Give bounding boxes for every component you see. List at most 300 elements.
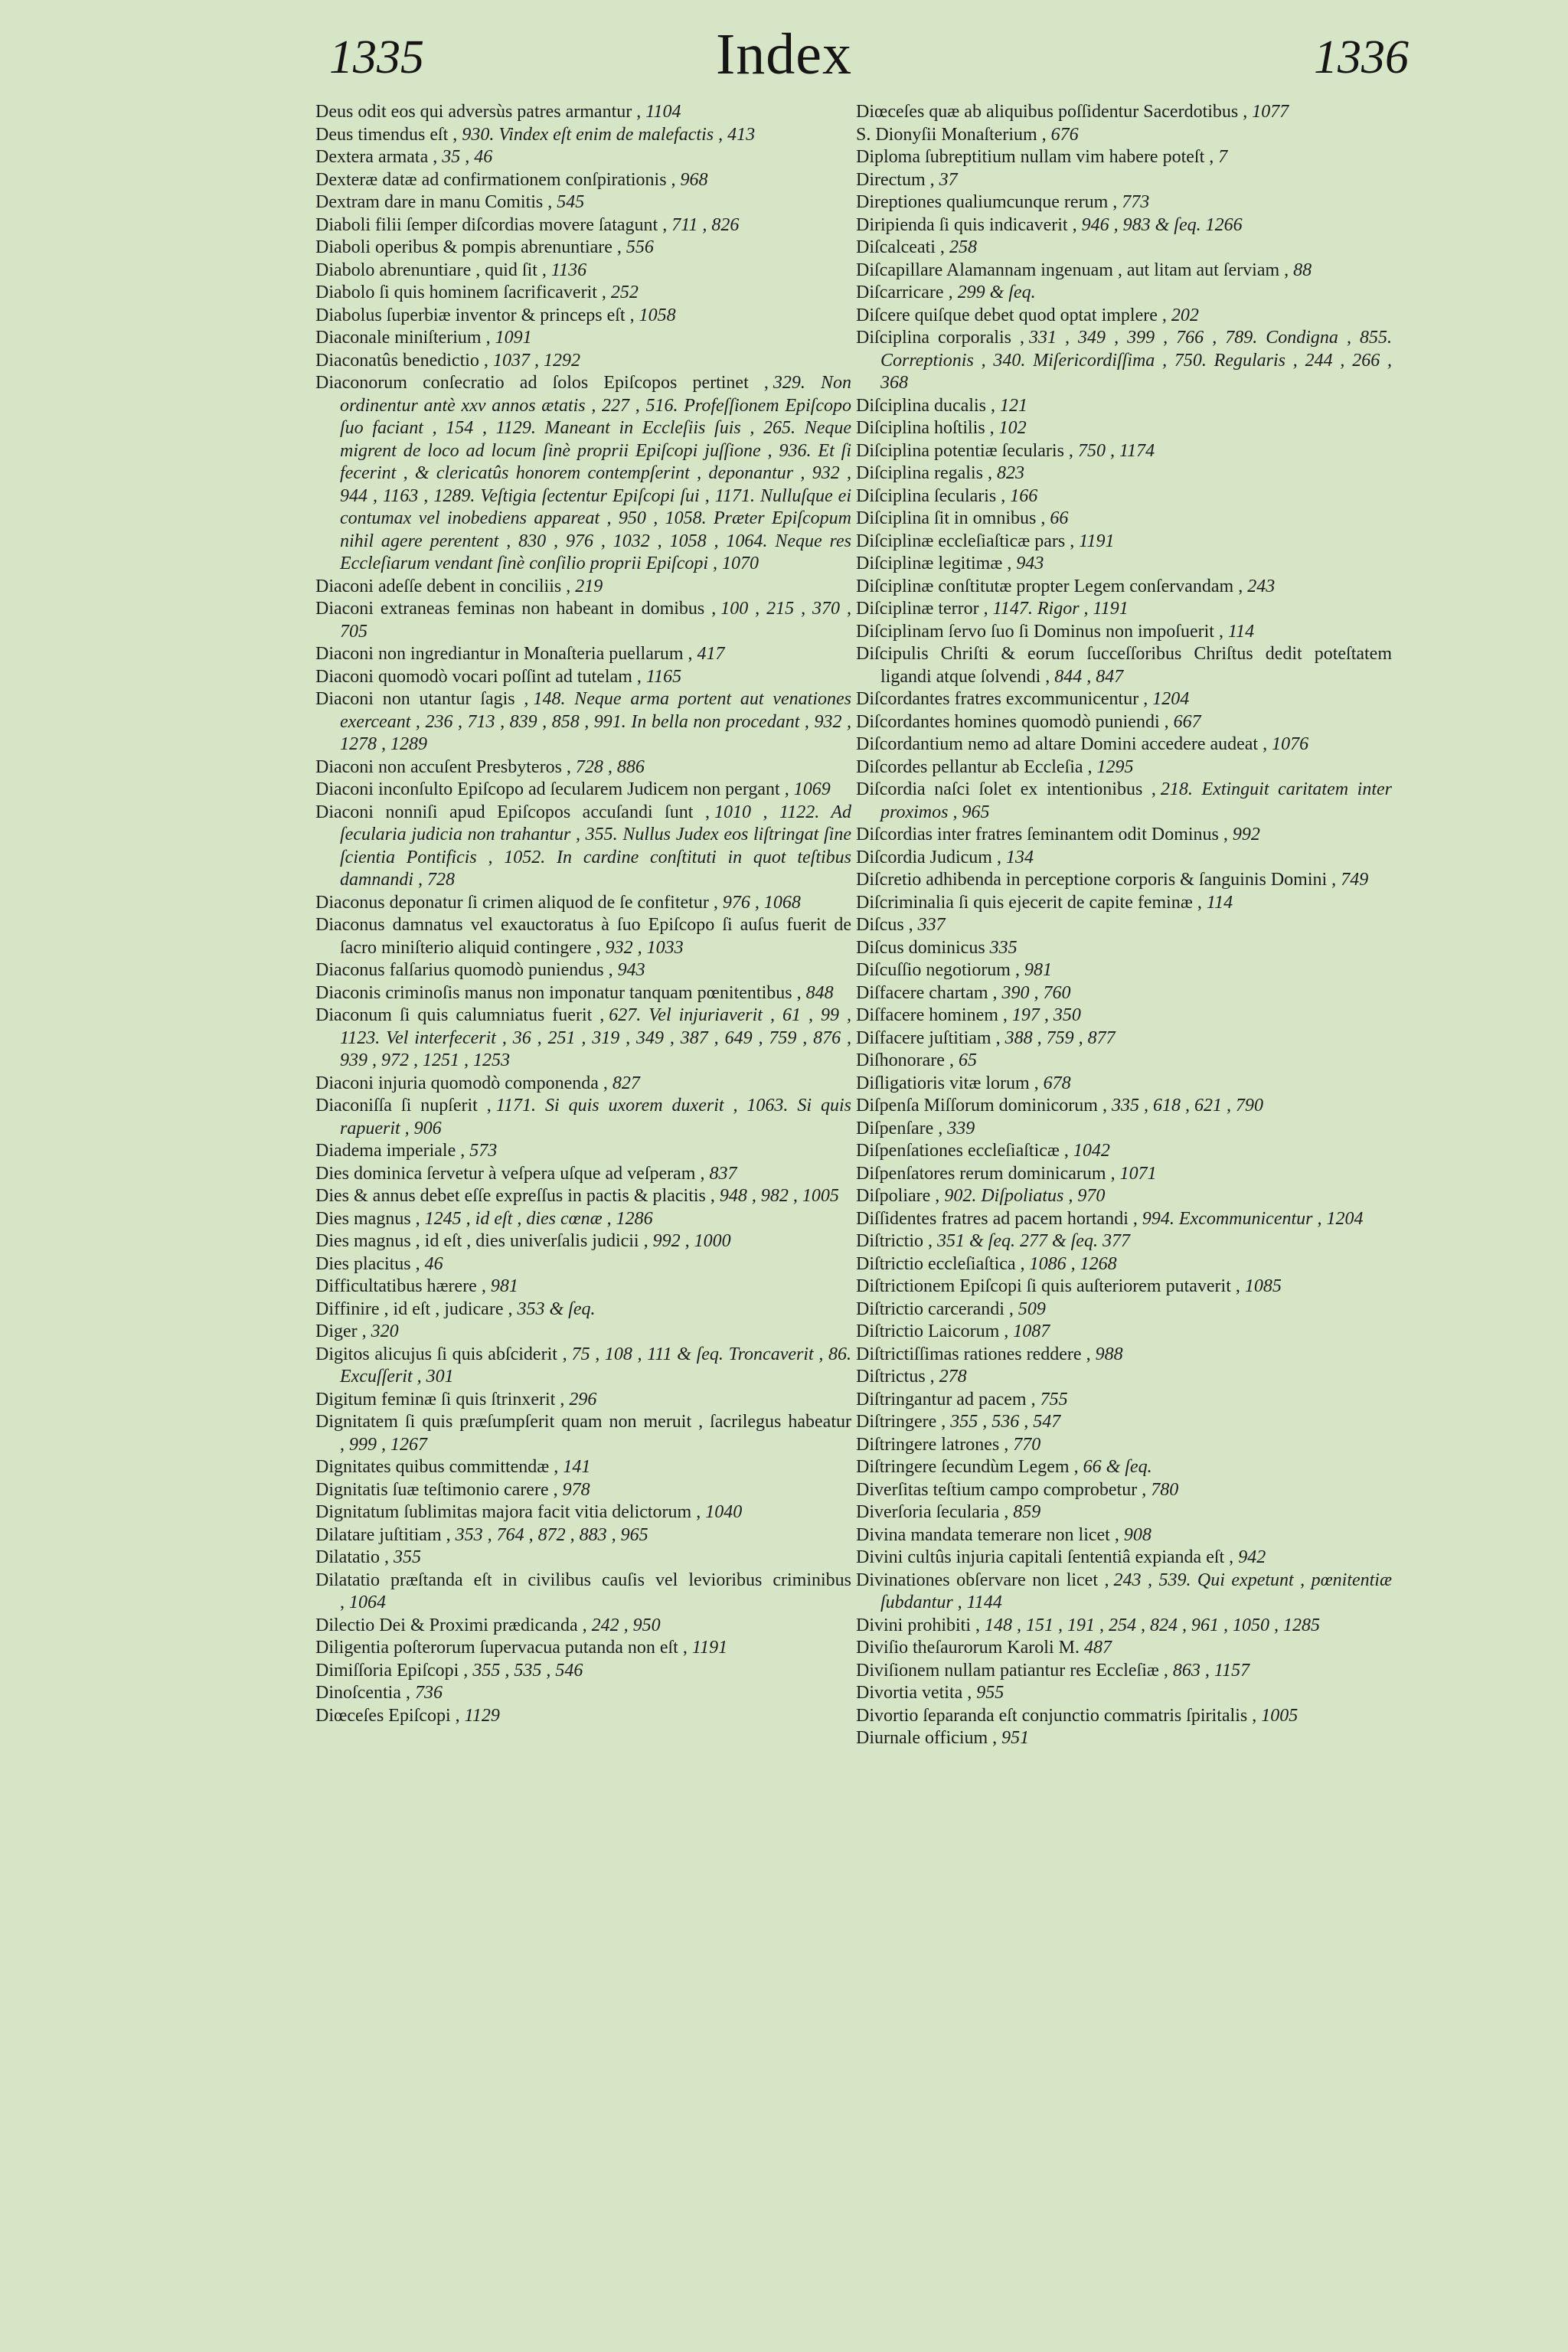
index-refs: 1069 — [793, 779, 831, 799]
index-term: Diabolo abrenuntiare , quid ſit , — [315, 260, 547, 280]
index-entry — [315, 327, 851, 350]
index-entry — [315, 1456, 851, 1479]
index-term: Diſcordantes fratres excommunicentur , — [856, 689, 1148, 709]
index-term: Divina mandata temerare non licet , — [856, 1524, 1119, 1545]
index-term: Dignitatem ſi quis præſumpſerit quam non meruit , ſacrilegus habeatur , — [315, 1412, 851, 1455]
index-refs: 994. Excommunicentur , 1204 — [1142, 1208, 1364, 1229]
index-term: Diaconi injuria quomodò componenda , — [315, 1073, 608, 1093]
index-refs: 1077 — [1252, 102, 1289, 122]
index-refs: 1071 — [1119, 1163, 1157, 1184]
index-entry — [856, 779, 1392, 824]
index-term: Diſciplina ſecularis , — [856, 485, 1006, 506]
index-entry — [315, 1095, 851, 1140]
index-refs: 943 — [1016, 554, 1044, 573]
index-refs: 678 — [1043, 1073, 1071, 1093]
index-term: Diſſidentes fratres ad pacem hortandi , — [856, 1208, 1138, 1229]
index-entry — [856, 1501, 1392, 1524]
index-term: Diſtrictiſſimas rationes reddere , — [856, 1344, 1091, 1364]
index-term: Diſtringere latrones , — [856, 1434, 1009, 1455]
index-refs: 1086 , 1268 — [1029, 1253, 1117, 1274]
index-refs: 1245 , id eſt , dies cœnæ , 1286 — [424, 1208, 653, 1229]
index-entry — [315, 372, 851, 576]
index-entry — [856, 508, 1392, 531]
index-entry — [856, 937, 1392, 960]
index-entry — [856, 553, 1392, 576]
index-term: Diverſitas teſtium campo comprobetur , — [856, 1479, 1147, 1500]
index-refs: 863 , 1157 — [1172, 1660, 1250, 1681]
index-term: Dextram dare in manu Comitis , — [315, 192, 553, 212]
index-refs: 902. Diſpoliatus , 970 — [944, 1186, 1106, 1206]
index-refs: 46 — [424, 1253, 443, 1274]
index-refs: 946 , 983 & ſeq. 1266 — [1081, 214, 1243, 235]
index-refs: 827 — [612, 1073, 640, 1093]
index-entry — [856, 485, 1392, 508]
index-term: Diſciplina potentiæ ſecularis , — [856, 440, 1073, 461]
index-refs: 1010 , 1122. Ad ſecularia judicia non trahantur , 355. Nullus Judex eos liſtringat ſine ſcientia Pontificis , 1052. In cardine conſtituti in quot teſtibus damnandi , 728 — [340, 802, 851, 890]
index-refs: 667 — [1173, 711, 1201, 732]
index-refs: 355 — [393, 1547, 421, 1567]
index-entry — [856, 914, 1392, 937]
index-entry — [856, 1004, 1392, 1027]
index-term: Diſciplinæ conſtitutæ propter Legem conſervandam , — [856, 576, 1243, 596]
index-entry — [315, 1298, 851, 1321]
index-term: Diſpenſa Miſſorum dominicorum , — [856, 1096, 1107, 1116]
index-term: Dies magnus , — [315, 1208, 420, 1229]
index-term: Diaconus falſarius quomodò puniendus , — [315, 960, 613, 980]
index-entry — [856, 1140, 1392, 1163]
index-entry — [315, 1253, 851, 1276]
index-entry — [856, 1298, 1392, 1321]
index-entry — [856, 869, 1392, 892]
index-entry — [856, 1682, 1392, 1705]
index-entry — [315, 305, 851, 328]
index-term: Diſciplina corporalis , — [856, 328, 1024, 348]
index-term: Divinationes obſervare non licet , — [856, 1570, 1109, 1590]
index-refs: 627. Vel injuriaverit , 61 , 99 , 1123. Vel interfecerit , 36 , 251 , 319 , 349 , 387 , 649 , 759 , 876 , 939 , 972 , 1251 , 1253 — [340, 1005, 851, 1070]
index-refs: 844 , 847 — [1054, 666, 1124, 687]
index-refs: 134 — [1005, 847, 1034, 867]
index-term: Diſligatioris vitæ lorum , — [856, 1073, 1039, 1093]
index-term: Diœceſes quæ ab aliquibus poſſidentur Sacerdotibus , — [856, 102, 1248, 122]
index-term: Dexteræ datæ ad confirmationem conſpirationis , — [315, 169, 676, 190]
index-entry — [856, 1118, 1392, 1141]
index-refs: 556 — [626, 237, 654, 257]
index-refs: 66 & ſeq. — [1083, 1457, 1152, 1477]
index-refs: 75 , 108 , 111 & ſeq. Troncaverit , 86. Excuſſerit , 301 — [340, 1344, 852, 1387]
index-entry — [315, 1501, 851, 1524]
index-term: Divortio ſeparanda eſt conjunctio commatris ſpiritalis , — [856, 1705, 1257, 1726]
index-entry — [315, 576, 851, 599]
index-refs: 88 — [1293, 260, 1312, 280]
index-refs: 417 — [697, 644, 725, 664]
index-term: Diſciplinæ eccleſiaſticæ pars , — [856, 531, 1075, 551]
index-refs: 166 — [1010, 485, 1038, 506]
index-refs: 978 — [562, 1479, 590, 1500]
index-term: Dignitatis ſuæ teſtimonio carere , — [315, 1479, 558, 1500]
index-term: Diſtrictio Laicorum , — [856, 1321, 1009, 1341]
index-refs: 197 , 350 — [1011, 1005, 1081, 1025]
index-entry — [856, 688, 1392, 711]
index-term: Diaconale miniſterium , — [315, 328, 491, 348]
index-refs: 1005 — [1261, 1705, 1298, 1726]
page-header — [0, 21, 1568, 98]
index-refs: 955 — [976, 1683, 1004, 1703]
index-term: Diſcordantes homines quomodò puniendi , — [856, 711, 1169, 732]
index-entry — [856, 847, 1392, 870]
index-refs: 1064 — [349, 1592, 386, 1612]
index-term: Diſtringere , — [856, 1412, 946, 1432]
index-refs: 780 — [1151, 1479, 1179, 1500]
index-entry — [856, 959, 1392, 982]
index-entry — [856, 733, 1392, 756]
index-entry — [315, 214, 851, 237]
index-entry — [315, 598, 851, 643]
index-refs: 278 — [939, 1367, 967, 1387]
index-entry — [856, 1524, 1392, 1547]
index-refs: 951 — [1001, 1728, 1030, 1748]
index-entry — [315, 666, 851, 689]
index-entry — [315, 1276, 851, 1298]
index-refs: 750 , 1174 — [1077, 440, 1155, 461]
index-refs: 114 — [1206, 892, 1233, 913]
index-term: Deus odit eos qui adversùs patres armantur , — [315, 102, 642, 122]
index-term: Diſpenſatores rerum dominicarum , — [856, 1163, 1116, 1184]
index-entry — [315, 1705, 851, 1728]
index-entry — [315, 1524, 851, 1547]
index-entry — [856, 214, 1392, 237]
index-term: Diverſoria ſecularia , — [856, 1502, 1009, 1522]
index-term: Divini cultûs injuria capitali ſententiâ expianda eſt , — [856, 1547, 1234, 1567]
index-entry — [315, 1344, 851, 1389]
index-term: Diaconatûs benedictio , — [315, 350, 488, 371]
index-refs: 1091 — [495, 328, 532, 348]
index-entry — [856, 260, 1392, 283]
index-entry — [315, 1004, 851, 1073]
index-refs: 296 — [569, 1389, 597, 1410]
index-term: Diaconi quomodò vocari poſſint ad tutelam , — [315, 666, 642, 687]
index-term: Diſcordes pellantur ab Eccleſia , — [856, 756, 1093, 777]
index-term: Diſciplina hoſtilis , — [856, 418, 995, 438]
index-term: Diffinire , id eſt , judicare , — [315, 1298, 513, 1319]
index-entry — [856, 101, 1392, 124]
index-entry — [856, 1615, 1392, 1638]
index-entry — [856, 1163, 1392, 1186]
index-refs: 948 , 982 , 1005 — [719, 1186, 839, 1206]
index-term: Dies magnus , id eſt , dies univerſalis judicii , — [315, 1231, 648, 1251]
index-refs: 1147. Rigor , 1191 — [992, 599, 1129, 619]
index-term: Diadema imperiale , — [315, 1141, 466, 1161]
index-term: Dignitates quibus committendæ , — [315, 1457, 559, 1477]
index-refs: 487 — [1083, 1638, 1112, 1658]
index-term: Divortia vetita , — [856, 1683, 972, 1703]
index-term: Diſcriminalia ſi quis ejecerit de capite feminæ , — [856, 892, 1202, 913]
index-entry — [856, 1230, 1392, 1253]
index-entry — [856, 598, 1392, 621]
index-entry — [856, 1434, 1392, 1457]
index-refs: 320 — [371, 1321, 399, 1341]
index-entry — [856, 191, 1392, 214]
index-term: Diſtringere ſecundùm Legem , — [856, 1457, 1079, 1477]
index-entry — [856, 1366, 1392, 1389]
index-refs: 1136 — [550, 260, 587, 280]
index-term: Diaboli filii ſemper diſcordias movere ſatagunt , — [315, 214, 668, 235]
index-refs: 7 — [1218, 147, 1228, 167]
index-term: Difficultatibus hærere , — [315, 1276, 486, 1296]
index-term: Diviſionem nullam patiantur res Eccleſiæ , — [856, 1660, 1168, 1681]
index-refs: 339 — [947, 1118, 975, 1138]
index-refs: 1129 — [464, 1705, 500, 1726]
index-term: Diſciplina ducalis , — [856, 395, 995, 416]
index-refs: 981 — [1024, 960, 1052, 980]
index-term: Dies dominica ſervetur à veſpera uſque ad veſperam , — [315, 1163, 705, 1184]
index-term: Diſciplinæ terror , — [856, 599, 988, 619]
page-title: Index — [715, 22, 853, 87]
index-column-right — [856, 101, 1392, 1750]
index-entry — [856, 237, 1392, 260]
index-term: Diſfacere juſtitiam , — [856, 1027, 1001, 1048]
index-entry — [856, 440, 1392, 463]
index-term: Diaconi non accuſent Presbyteros , — [315, 756, 571, 777]
index-refs: 908 — [1123, 1524, 1152, 1545]
index-term: Diſcordantium nemo ad altare Domini accedere audeat , — [856, 734, 1268, 754]
index-entry — [315, 1321, 851, 1344]
index-refs: 148 , 151 , 191 , 254 , 824 , 961 , 1050 , 1285 — [985, 1615, 1320, 1635]
index-refs: 976 , 1068 — [722, 892, 801, 913]
index-entry — [856, 1456, 1392, 1479]
index-term: Dilectio Dei & Proximi prædicanda , — [315, 1615, 587, 1635]
index-refs: 243 , 539. Qui expetunt , pœnitentiæ ſubdantur , 1144 — [880, 1570, 1392, 1612]
index-entry — [856, 1411, 1392, 1434]
index-entry — [315, 1163, 851, 1186]
index-entry — [315, 1660, 851, 1683]
index-term: Diaconi nonniſi apud Epiſcopos accuſandi ſunt , — [315, 802, 710, 822]
index-entry — [315, 1230, 851, 1253]
index-term: Dilatatio præſtanda eſt in civilibus cauſis vel levioribus criminibus , — [315, 1570, 851, 1612]
page-number-left: 1335 — [329, 31, 424, 83]
index-term: Dextera armata , — [315, 147, 438, 167]
index-term: Diſcipulis Chriſti & eorum ſucceſſoribus Chriſtus dedit poteſtatem ligandi atque ſolvendi , — [856, 644, 1392, 687]
index-entry — [315, 892, 851, 915]
index-entry — [315, 124, 851, 147]
index-refs: 770 — [1013, 1434, 1041, 1455]
index-entry — [315, 756, 851, 779]
index-refs: 981 — [490, 1276, 518, 1296]
index-term: Diſcretio adhibenda in perceptione corporis & ſanguinis Domini , — [856, 870, 1337, 890]
index-refs: 930. Vindex eſt enim de malefactis , 413 — [462, 124, 756, 145]
index-refs: 252 — [610, 283, 639, 302]
index-term: Diſcordias inter fratres ſeminantem odit Dominus , — [856, 825, 1228, 844]
index-term: Diſpenſationes eccleſiaſticæ , — [856, 1141, 1069, 1161]
index-term: Diſtrictio carcerandi , — [856, 1298, 1014, 1319]
index-refs: 1104 — [645, 102, 681, 122]
index-refs: 353 & ſeq. — [517, 1298, 596, 1319]
index-refs: 1058 — [639, 305, 676, 325]
index-term: Digitum feminæ ſi quis ſtrinxerit , — [315, 1389, 565, 1410]
index-term: Diſtringantur ad pacem , — [856, 1389, 1036, 1410]
index-entry — [856, 1276, 1392, 1298]
index-refs: 943 — [617, 960, 645, 980]
index-entry — [315, 1140, 851, 1163]
index-term: Directum , — [856, 169, 935, 190]
index-refs: 932 , 1033 — [605, 937, 684, 958]
index-term: Diaconis criminoſis manus non imponatur tanquam pœnitentibus , — [315, 982, 802, 1003]
index-term: Diſcordia naſci ſolet ex intentionibus , — [856, 779, 1156, 799]
index-refs: 509 — [1018, 1298, 1046, 1319]
index-refs: 337 — [917, 915, 946, 935]
index-term: Diſtrictio eccleſiaſtica , — [856, 1253, 1025, 1274]
index-entry — [856, 124, 1392, 147]
index-refs: 773 — [1122, 192, 1150, 212]
index-refs: 299 & ſeq. — [957, 283, 1036, 302]
index-entry — [315, 1547, 851, 1570]
index-entry — [315, 350, 851, 373]
index-entry — [315, 191, 851, 214]
index-refs: 66 — [1050, 508, 1069, 528]
index-refs: 388 , 759 , 877 — [1004, 1027, 1116, 1048]
index-term: Deus timendus eſt , — [315, 124, 458, 145]
index-refs: 390 , 760 — [1001, 982, 1071, 1003]
index-term: Diſhonorare , — [856, 1050, 954, 1070]
index-refs: 1087 — [1013, 1321, 1050, 1341]
index-term: Diabolus ſuperbiæ inventor & princeps eſt , — [315, 305, 635, 325]
index-term: Diaconi non ingrediantur in Monaſteria puellarum , — [315, 644, 693, 664]
index-refs: 736 — [414, 1683, 443, 1703]
index-term: Dinoſcentia , — [315, 1683, 410, 1703]
index-refs: 331 , 349 , 399 , 766 , 789. Condigna , 855. Correptionis , 340. Miſericordiſſima , 750. Regularis , 244 , 266 , 368 — [880, 328, 1392, 393]
index-refs: 545 — [557, 192, 585, 212]
index-term: Diſtrictionem Epiſcopi ſi quis auſteriorem putaverit , — [856, 1276, 1240, 1296]
index-entry — [315, 146, 851, 169]
index-entry — [315, 959, 851, 982]
index-refs: 1076 — [1272, 734, 1309, 754]
index-entry — [856, 1727, 1392, 1750]
index-entry — [315, 1185, 851, 1208]
index-entry — [315, 1073, 851, 1096]
index-column-left — [315, 101, 851, 1727]
index-term: Diaconi non utantur ſagis , — [315, 689, 529, 709]
index-refs: 1037 , 1292 — [492, 350, 580, 371]
index-term: Diſciplinæ legitimæ , — [856, 554, 1012, 573]
index-refs: 258 — [949, 237, 977, 257]
index-entry — [856, 1344, 1392, 1367]
index-refs: 102 — [998, 418, 1027, 438]
index-refs: 335 — [989, 937, 1018, 958]
index-refs: 573 — [469, 1141, 498, 1161]
index-refs: 202 — [1171, 305, 1199, 325]
index-entry — [856, 1321, 1392, 1344]
index-refs: 148. Neque arma portent aut venationes exerceant , 236 , 713 , 839 , 858 , 991. In bella non procedant , 932 , 1278 , 1289 — [340, 689, 851, 754]
index-refs: 219 — [575, 576, 603, 596]
index-entry — [856, 282, 1392, 305]
index-entry — [856, 305, 1392, 328]
index-entry — [315, 914, 851, 959]
index-term: Divini prohibiti , — [856, 1615, 980, 1635]
index-term: Dilatatio , — [315, 1547, 389, 1567]
index-term: Dilatare juſtitiam , — [315, 1524, 451, 1545]
index-term: Diœceſes Epiſcopi , — [315, 1705, 460, 1726]
index-term: Diſfacere hominem , — [856, 1005, 1008, 1025]
index-term: Diſciplina ſit in omnibus , — [856, 508, 1046, 528]
index-term: Diger , — [315, 1321, 367, 1341]
index-entry — [315, 282, 851, 305]
index-entry — [856, 1637, 1392, 1660]
index-refs: 1085 — [1244, 1276, 1282, 1296]
index-entry — [856, 1027, 1392, 1050]
index-term: Dimiſſoria Epiſcopi , — [315, 1660, 469, 1681]
index-refs: 1191 — [691, 1638, 728, 1658]
index-entry — [315, 688, 851, 756]
index-refs: 848 — [805, 982, 834, 1003]
index-refs: 242 , 950 — [591, 1615, 661, 1635]
index-term: Diaconus deponatur ſi crimen aliquod de ſe confitetur , — [315, 892, 718, 913]
index-entry — [315, 1479, 851, 1502]
index-term: Diaconum ſi quis calumniatus fuerit , — [315, 1005, 605, 1025]
index-entry — [856, 1050, 1392, 1073]
index-refs: 141 — [563, 1457, 591, 1477]
index-entry — [856, 1208, 1392, 1231]
index-entry — [315, 1411, 851, 1456]
index-entry — [856, 1660, 1392, 1683]
index-entry — [315, 982, 851, 1005]
index-term: Diſtrictus , — [856, 1367, 935, 1387]
index-entry — [315, 802, 851, 892]
index-term: Diſcus dominicus — [856, 937, 985, 958]
index-refs: 37 — [939, 169, 958, 190]
index-entry — [856, 982, 1392, 1005]
index-refs: 728 , 886 — [575, 756, 645, 777]
index-refs: 243 — [1247, 576, 1276, 596]
index-entry — [856, 711, 1392, 734]
index-refs: 755 — [1040, 1389, 1068, 1410]
page-number-right: 1336 — [1314, 31, 1409, 83]
index-refs: 351 & ſeq. 277 & ſeq. 377 — [936, 1231, 1130, 1251]
index-entry — [315, 169, 851, 192]
index-term: Digitos alicujus ſi quis abſciderit , — [315, 1344, 567, 1364]
index-term: Diſcere quiſque debet quod optat implere , — [856, 305, 1167, 325]
index-term: Diſpenſare , — [856, 1118, 943, 1138]
index-term: Diaconus damnatus vel exauctoratus à ſuo Epiſcopo ſi auſus fuerit de ſacro miniſterio aliquid contingere , — [315, 915, 851, 958]
index-refs: 992 , 1000 — [652, 1231, 731, 1251]
index-entry — [856, 417, 1392, 440]
index-entry — [315, 1570, 851, 1615]
index-refs: 355 , 536 , 547 — [950, 1412, 1061, 1432]
index-term: Diſfacere chartam , — [856, 982, 998, 1003]
index-refs: 837 — [709, 1163, 737, 1184]
index-term: Diſciplinam ſervo ſuo ſi Dominus non impoſuerit , — [856, 621, 1223, 642]
index-entry — [856, 1185, 1392, 1208]
index-term: Direptiones qualiumcunque rerum , — [856, 192, 1118, 212]
index-entry — [315, 1637, 851, 1660]
index-refs: 353 , 764 , 872 , 883 , 965 — [455, 1524, 648, 1545]
index-refs: 1295 — [1096, 756, 1134, 777]
index-refs: 999 , 1267 — [349, 1434, 427, 1455]
index-entry — [315, 779, 851, 802]
index-entry — [856, 1570, 1392, 1615]
index-entry — [315, 1389, 851, 1412]
index-entry — [315, 237, 851, 260]
index-entry — [856, 1253, 1392, 1276]
index-entry — [856, 531, 1392, 554]
index-refs: 988 — [1095, 1344, 1123, 1364]
index-term: Diſcuſſio negotiorum , — [856, 960, 1020, 980]
index-refs: 35 , 46 — [442, 147, 493, 167]
index-entry — [315, 643, 851, 666]
index-entry — [856, 169, 1392, 192]
index-term: Diripienda ſi quis indicaverit , — [856, 214, 1077, 235]
index-entry — [856, 1479, 1392, 1502]
index-term: Diurnale officium , — [856, 1728, 998, 1748]
index-term: Diſpoliare , — [856, 1186, 940, 1206]
